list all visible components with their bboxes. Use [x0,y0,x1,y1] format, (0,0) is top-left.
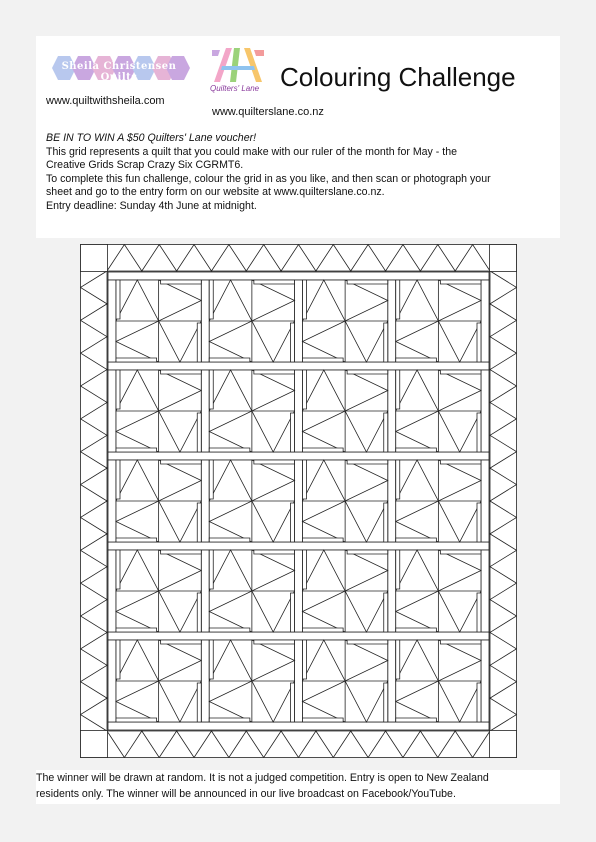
block-strip-piece[interactable] [116,280,120,319]
block-strip-piece[interactable] [303,628,344,632]
block-strip-piece[interactable] [440,640,481,644]
sashing-strip-horizontal[interactable] [108,542,489,550]
sheila-logo-text: Sheila Christensen Quilts [61,61,177,83]
intro-text [46,132,556,214]
sashing-strip-vertical[interactable] [108,550,116,632]
block-strip-piece[interactable] [116,550,120,589]
block-strip-piece[interactable] [396,640,400,679]
block-strip-piece[interactable] [396,358,437,362]
block-strip-piece[interactable] [303,448,344,452]
sashing-strip-vertical[interactable] [388,640,396,722]
block-strip-piece[interactable] [347,280,388,284]
block-strip-piece[interactable] [384,593,388,632]
block-strip-piece[interactable] [303,550,307,589]
intro-line-4: sheet and go to the entry form on our website at www.quilterslane.co.nz. [46,186,385,199]
block-strip-piece[interactable] [396,718,437,722]
block-strip-piece[interactable] [161,550,202,554]
sashing-strip-vertical[interactable] [295,460,303,542]
block-strip-piece[interactable] [209,448,250,452]
block-strip-piece[interactable] [209,640,213,679]
header-panel [36,36,560,238]
block-strip-piece[interactable] [347,640,388,644]
sashing-strip-vertical[interactable] [108,370,116,452]
block-strip-piece[interactable] [116,718,157,722]
block-strip-piece[interactable] [303,280,307,319]
block-strip-piece[interactable] [254,460,295,464]
block-strip-piece[interactable] [209,628,250,632]
block-strip-piece[interactable] [384,413,388,452]
sashing-strip-vertical[interactable] [201,370,209,452]
intro-line-2: Creative Grids Scrap Crazy Six CGRMT6. [46,159,244,172]
sashing-strip-vertical[interactable] [295,280,303,362]
block-strip-piece[interactable] [440,280,481,284]
sashing-strip-vertical[interactable] [388,550,396,632]
quilters-lane-url[interactable]: www.quilterslane.co.nz [212,106,324,118]
border-corner-square[interactable] [490,245,517,272]
quilters-lane-logo-text: Quilters' Lane [210,84,260,93]
sashing-strip-horizontal[interactable] [108,362,489,370]
block-strip-piece[interactable] [440,370,481,374]
block-strip-piece[interactable] [209,550,213,589]
block-strip-piece[interactable] [291,323,295,362]
block-strip-piece[interactable] [209,358,250,362]
block-strip-piece[interactable] [347,550,388,554]
block-strip-piece[interactable] [209,718,250,722]
block-strip-piece[interactable] [384,503,388,542]
block-strip-piece[interactable] [116,448,157,452]
block-strip-piece[interactable] [254,640,295,644]
sashing-strip-vertical[interactable] [295,550,303,632]
block-strip-piece[interactable] [303,538,344,542]
page-title: Colouring Challenge [280,62,516,92]
sashing-strip-horizontal[interactable] [108,722,489,730]
block-strip-piece[interactable] [161,370,202,374]
quilters-lane-logo [210,44,266,102]
intro-line-3: To complete this fun challenge, colour the grid in as you like, and then scan or photograph your [46,172,491,185]
quilt-colouring-grid[interactable] [80,244,517,758]
sashing-strip-vertical[interactable] [295,370,303,452]
block-strip-piece[interactable] [396,538,437,542]
sheila-christensen-logo [46,54,192,82]
block-strip-piece[interactable] [477,683,481,722]
block-strip-piece[interactable] [303,460,307,499]
block-strip-piece[interactable] [477,323,481,362]
block-strip-piece[interactable] [116,460,120,499]
block-strip-piece[interactable] [116,538,157,542]
block-strip-piece[interactable] [291,683,295,722]
sashing-strip-vertical[interactable] [201,550,209,632]
block-strip-piece[interactable] [161,640,202,644]
block-strip-piece[interactable] [209,538,250,542]
sashing-strip-vertical[interactable] [388,280,396,362]
sashing-strip-vertical[interactable] [481,280,489,362]
border-corner-square[interactable] [81,731,108,758]
block-strip-piece[interactable] [303,718,344,722]
block-strip-piece[interactable] [303,358,344,362]
block-strip-piece[interactable] [396,448,437,452]
block-strip-piece[interactable] [477,593,481,632]
block-strip-piece[interactable] [291,503,295,542]
sashing-strip-vertical[interactable] [108,640,116,722]
sashing-strip-horizontal[interactable] [108,452,489,460]
sashing-strip-vertical[interactable] [481,370,489,452]
block-strip-piece[interactable] [116,370,120,409]
block-strip-piece[interactable] [291,413,295,452]
border-corner-square[interactable] [490,731,517,758]
block-strip-piece[interactable] [209,370,213,409]
sashing-strip-vertical[interactable] [481,460,489,542]
footer-panel [36,770,560,804]
footer-line-1: The winner will be drawn at random. It is not a judged competition. Entry is open to New Zealand [36,772,489,784]
block-strip-piece[interactable] [116,640,120,679]
intro-headline: BE IN TO WIN A $50 Quilters' Lane voucher! [46,132,257,144]
intro-line-1: This grid represents a quilt that you could make with our ruler of the month for May - the [46,145,457,158]
block-strip-piece[interactable] [347,460,388,464]
block-strip-piece[interactable] [209,460,213,499]
block-strip-piece[interactable] [303,370,307,409]
sashing-strip-vertical[interactable] [201,640,209,722]
block-strip-piece[interactable] [384,683,388,722]
block-strip-piece[interactable] [161,280,202,284]
block-strip-piece[interactable] [291,593,295,632]
block-strip-piece[interactable] [197,593,201,632]
quilters-lane-logo-icon [210,44,266,84]
block-strip-piece[interactable] [209,280,213,319]
block-strip-piece[interactable] [254,370,295,374]
block-strip-piece[interactable] [116,628,157,632]
block-strip-piece[interactable] [197,323,201,362]
sheila-url[interactable]: www.quiltwithsheila.com [46,95,165,107]
sashing-strip-vertical[interactable] [388,460,396,542]
block-strip-piece[interactable] [197,413,201,452]
footer-line-2: residents only. The winner will be announced in our live broadcast on Facebook/YouTube. [36,787,456,800]
sashing-strip-vertical[interactable] [295,640,303,722]
block-strip-piece[interactable] [384,323,388,362]
sashing-strip-vertical[interactable] [388,370,396,452]
block-strip-piece[interactable] [396,280,400,319]
sashing-strip-vertical[interactable] [201,460,209,542]
block-strip-piece[interactable] [254,550,295,554]
block-strip-piece[interactable] [396,628,437,632]
sashing-strip-vertical[interactable] [481,640,489,722]
block-strip-piece[interactable] [396,370,400,409]
block-strip-piece[interactable] [396,460,400,499]
block-strip-piece[interactable] [303,640,307,679]
block-strip-piece[interactable] [197,683,201,722]
block-strip-piece[interactable] [477,413,481,452]
block-strip-piece[interactable] [197,503,201,542]
block-strip-piece[interactable] [116,358,157,362]
block-strip-piece[interactable] [161,460,202,464]
block-strip-piece[interactable] [477,503,481,542]
intro-line-5: Entry deadline: Sunday 4th June at midnight. [46,199,257,212]
block-strip-piece[interactable] [396,550,400,589]
sashing-strip-vertical[interactable] [108,280,116,362]
sashing-strip-vertical[interactable] [201,280,209,362]
block-strip-piece[interactable] [347,370,388,374]
sashing-strip-vertical[interactable] [481,550,489,632]
block-strip-piece[interactable] [440,550,481,554]
sashing-strip-horizontal[interactable] [108,272,489,280]
block-strip-piece[interactable] [440,460,481,464]
sashing-strip-horizontal[interactable] [108,632,489,640]
border-corner-square[interactable] [81,245,108,272]
block-strip-piece[interactable] [254,280,295,284]
sashing-strip-vertical[interactable] [108,460,116,542]
